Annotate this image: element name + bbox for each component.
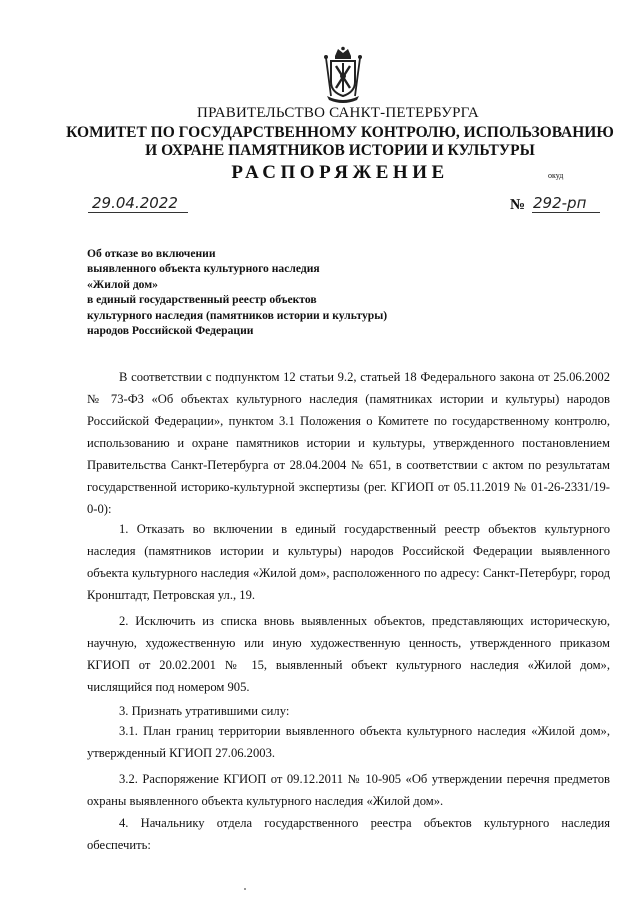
paragraph-text: 4. Начальнику отдела государственного реестра объектов культурного наследия обеспечить: bbox=[87, 816, 610, 852]
paragraph-text: 3.2. Распоряжение КГИОП от 09.12.2011 № 10-905 «Об утверждении перечня предметов охраны выявленного объекта культурного наследия «Жилой дом». bbox=[87, 772, 610, 808]
subject-line: в единый государственный реестр объектов bbox=[87, 293, 317, 307]
handwritten-date: 29.04.2022 bbox=[92, 194, 178, 212]
coat-of-arms-emblem bbox=[322, 46, 364, 104]
number-underline bbox=[532, 212, 600, 213]
committee-title-line-2: И ОХРАНЕ ПАМЯТНИКОВ ИСТОРИИ И КУЛЬТУРЫ bbox=[145, 142, 535, 159]
paragraph-text: 3. Признать утратившими силу: bbox=[119, 704, 290, 718]
subject-line: Об отказе во включении bbox=[87, 247, 216, 260]
paragraph-text: 2. Исключить из списка вновь выявленных объектов, представляющих историческую, научную, художественную или иную художественную ценность, утвержденного приказом КГИОП от 20.02.2001 № 15, выявленный объект культурного наследия «Жилой дом», числящийся под номером 905. bbox=[87, 614, 610, 694]
paragraph-text: 3.1. План границ территории выявленного объекта культурного наследия «Жилой дом», утвержденный КГИОП 27.06.2003. bbox=[87, 724, 610, 760]
subject-line: «Жилой дом» bbox=[87, 277, 158, 291]
preamble-paragraph bbox=[87, 366, 610, 520]
document-type-title: РАСПОРЯЖЕНИЕ bbox=[231, 162, 449, 183]
paragraph-text: 1. Отказать во включении в единый государственный реестр объектов культурного наследия (памятников истории и культуры) народов Российской Федерации выявленного объекта культурного наследия «Жилой дом», расположенного по адресу: Санкт-Петербург, город Кронштадт, Петровская ул., 19. bbox=[87, 522, 610, 602]
okud-label: окуд bbox=[548, 171, 564, 180]
handwritten-number: 292-рп bbox=[533, 194, 587, 212]
item-2-paragraph bbox=[87, 610, 610, 698]
number-sign: № bbox=[510, 197, 526, 213]
item-3-2-paragraph bbox=[87, 768, 610, 812]
item-3-paragraph bbox=[87, 700, 610, 722]
subject-line: выявленного объекта культурного наследия bbox=[87, 262, 320, 276]
page-mark bbox=[244, 888, 246, 890]
item-3-1-paragraph bbox=[87, 720, 610, 764]
date-underline bbox=[88, 212, 188, 213]
item-4-paragraph bbox=[87, 812, 610, 856]
subject-block bbox=[87, 246, 467, 338]
committee-title-line-1: КОМИТЕТ ПО ГОСУДАРСТВЕННОМУ КОНТРОЛЮ, ИСПОЛЬЗОВАНИЮ bbox=[66, 124, 614, 141]
subject-line: культурного наследия (памятников истории и культуры) bbox=[87, 308, 388, 322]
subject-line: народов Российской Федерации bbox=[87, 324, 254, 338]
paragraph-text: В соответствии с подпунктом 12 статьи 9.2, статьей 18 Федерального закона от 25.06.2002 № 73-ФЗ «Об объектах культурного наследия (памятниках истории и культуры) народов Российской Федерации», пунктом 3.1 Положения о Комитете по государственному контролю, использованию и охране памятников истории и культуры, утвержденного постановлением Правительства Санкт-Петербурга от 28.04.2004 № 651, в соответствии с актом по результатам государственной историко-культурной экспертизы (рег. КГИОП от 05.11.2019 № 01-26-2331/19-0-0): bbox=[87, 370, 610, 516]
government-title: ПРАВИТЕЛЬСТВО САНКТ-ПЕТЕРБУРГА bbox=[197, 105, 479, 121]
item-1-paragraph bbox=[87, 518, 610, 606]
